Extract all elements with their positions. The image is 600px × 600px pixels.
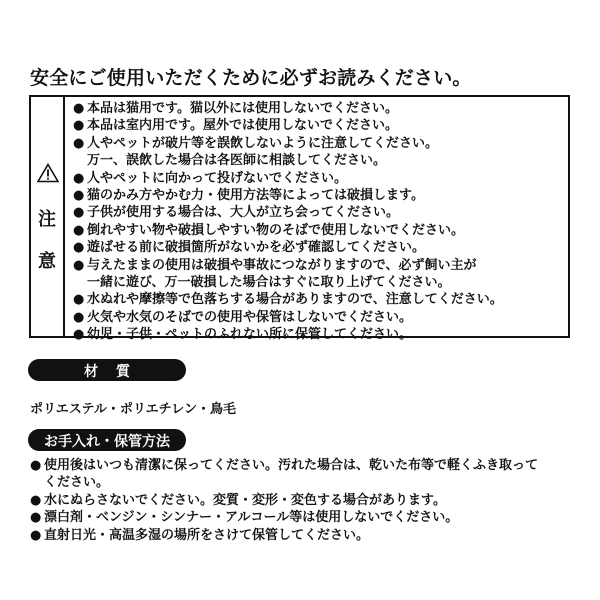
caution-label-column — [31, 97, 65, 336]
bullet-icon: ● — [73, 170, 85, 186]
bullet-icon: ● — [73, 188, 85, 204]
caution-item — [73, 152, 568, 169]
caution-item — [73, 117, 568, 134]
caution-item-text: 幼児・子供・ペットのふれない所に保管してください。 — [87, 327, 413, 343]
caution-item — [73, 239, 568, 256]
care-item — [30, 509, 575, 526]
bullet-icon: ● — [30, 458, 42, 473]
bullet-icon: ● — [73, 292, 85, 308]
caution-item-text: 人やペットに向かって投げないでください。 — [87, 170, 348, 186]
caution-item-text: 火気や水気のそばでの使用や保管はしないでください。 — [87, 309, 413, 325]
caution-label-bottom: 意 — [38, 251, 56, 272]
care-item-text: 水にぬらさないでください。変質・変形・変色する場合があります。 — [44, 492, 446, 508]
bullet-icon: ● — [30, 527, 42, 543]
care-item-text: 使用後はいつも清潔に保ってください。汚れた場合は、乾いた布等で軽くふき取って — [44, 458, 539, 473]
bullet-icon: ● — [73, 257, 85, 273]
care-item-text: ください。 — [44, 475, 110, 491]
caution-item-text: 猫のかみ方やかむ力・使用方法等によっては破損します。 — [87, 188, 424, 204]
caution-item — [73, 135, 568, 152]
caution-item — [73, 100, 568, 117]
care-item — [30, 474, 575, 491]
care-item — [30, 492, 575, 509]
bullet-icon: ● — [73, 135, 85, 151]
bullet-icon: ● — [73, 240, 85, 256]
caution-item-text: 本品は室内用です。屋外では使用しないでください。 — [87, 118, 398, 134]
care-item-text: 直射日光・高温多湿の場所をさけて保管してください。 — [44, 527, 370, 543]
material-value: ポリエステル・ポリエチレン・鳥毛 — [30, 402, 236, 417]
caution-item-text: 万一、誤飲した場合は各医師に相談してください。 — [87, 153, 387, 169]
care-item-text: 漂白剤・ベンジン・シンナー・アルコール等は使用しないでください。 — [44, 510, 459, 526]
bullet-icon: ● — [73, 205, 85, 221]
caution-item-text: 子供が使用する場合は、大人が立ち会ってください。 — [87, 205, 400, 221]
caution-item-text: 本品は猫用です。猫以外には使用しないでください。 — [87, 101, 398, 116]
material-heading: 材質 — [28, 359, 186, 381]
caution-item — [73, 187, 568, 204]
caution-item-text: 与えたままの使用は破損や事故につながりますので、必ず飼い主が — [87, 257, 477, 273]
caution-item-text: 人やペットが破片等を誤飲しないように注意してください。 — [87, 135, 439, 151]
caution-item-text: 倒れやすい物や破損しやすい物のそばで使用しないでください。 — [87, 222, 465, 238]
warning-triangle-icon — [37, 163, 59, 183]
bullet-icon: ● — [30, 492, 42, 508]
caution-list — [73, 100, 568, 344]
caution-item-text: 一緒に遊び、万一破損した場合はすぐに取り上げてください。 — [87, 275, 451, 291]
bullet-icon: ● — [73, 327, 85, 343]
care-item — [30, 457, 575, 474]
care-list — [30, 457, 575, 544]
caution-item — [73, 326, 568, 343]
page-title: 安全にご使用いただくために必ずお読みください。 — [30, 67, 472, 89]
bullet-icon: ● — [73, 309, 85, 325]
caution-item — [73, 309, 568, 326]
caution-label-top: 注 — [38, 209, 56, 230]
caution-item — [73, 274, 568, 291]
bullet-icon: ● — [73, 222, 85, 238]
care-heading: お手入れ・保管方法 — [28, 429, 186, 451]
bullet-icon: ● — [73, 118, 85, 134]
caution-item-text: 水ぬれや摩擦等で色落ちする場合がありますので、注意してください。 — [87, 292, 503, 308]
caution-item — [73, 170, 568, 187]
bullet-icon: ● — [30, 510, 42, 526]
caution-box — [29, 95, 570, 343]
caution-item-text: 遊ばせる前に破損箇所がないかを必ず確認してください。 — [87, 240, 426, 256]
care-item — [30, 527, 575, 544]
caution-item — [73, 291, 568, 308]
caution-item — [73, 222, 568, 239]
caution-item — [73, 204, 568, 221]
bullet-icon: ● — [73, 101, 85, 116]
caution-item — [73, 257, 568, 274]
